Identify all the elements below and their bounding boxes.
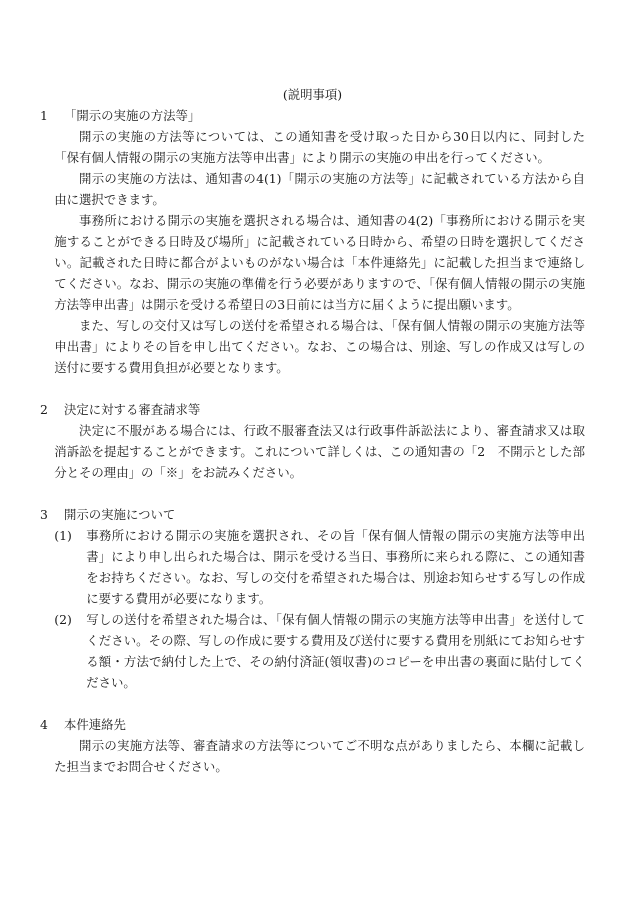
paragraph: 開示の実施の方法は、通知書の4(1)「開示の実施の方法等」に記載されている方法から自由に選択できます。 <box>54 171 585 207</box>
paragraph: また、写しの交付又は写しの送付を希望される場合は、「保有個人情報の開示の実施方法等申出書」によりその旨を申し出てください。なお、この場合は、別途、写しの作成又は写しの送付に要する費用負担が必要となります。 <box>54 318 585 375</box>
section-3 <box>40 504 585 693</box>
paragraph: 決定に不服がある場合には、行政不服審査法又は行政事件訴訟法により、審査請求又は取消訴訟を提起することができます。これについて詳しくは、この通知書の「2 不開示とした部分とその理由」の「※」をお読みください。 <box>54 423 585 480</box>
document-body <box>40 84 585 777</box>
section-4 <box>40 714 585 777</box>
item-marker: (1) <box>54 528 72 543</box>
section-heading <box>40 504 585 525</box>
item-marker: (2) <box>54 612 72 627</box>
list-item <box>40 525 585 609</box>
item-text: 写しの送付を希望された場合は、「保有個人情報の開示の実施方法等申出書」を送付してください。その際、写しの作成に要する費用及び送付に要する費用を別紙にてお知らせする額・方法で納付した上で、その納付済証(領収書)のコピーを申出書の裏面に貼付してください。 <box>86 612 585 690</box>
paragraph: 開示の実施方法等、審査請求の方法等についてご不明な点がありましたら、本欄に記載した担当までお問合せください。 <box>54 738 585 774</box>
section-title: 開示の実施について <box>64 507 176 522</box>
section-heading <box>40 399 585 420</box>
section-1 <box>40 105 585 378</box>
section-2 <box>40 399 585 483</box>
section-title: 本件連絡先 <box>64 717 126 732</box>
paragraph: 事務所における開示の実施を選択される場合は、通知書の4(2)「事務所における開示を実施することができる日時及び場所」に記載されている日時から、希望の日時を選択してください。記載された日時に都合がよいものがない場合は「本件連絡先」に記載した担当まで連絡してください。なお、開示の実施の準備を行う必要がありますので、「保有個人情報の開示の実施方法等申出書」は開示を受ける希望日の3日前には当方に届くように提出願います。 <box>54 213 585 312</box>
list-item <box>40 609 585 693</box>
section-heading <box>40 105 585 126</box>
document-caption: (説明事項) <box>282 87 343 102</box>
section-heading <box>40 714 585 735</box>
spacer <box>40 378 585 399</box>
section-number: 3 <box>40 507 48 522</box>
section-title: 「開示の実施の方法等」 <box>64 108 201 123</box>
item-text: 事務所における開示の実施を選択され、その旨「保有個人情報の開示の実施方法等申出書」により申し出られた場合は、開示を受ける当日、事務所に来られる際に、この通知書をお持ちください。なお、写しの交付を希望された場合は、別途お知らせする写しの作成に要する費用が必要になります。 <box>86 528 585 606</box>
section-title: 決定に対する審査請求等 <box>64 402 201 417</box>
section-number: 1 <box>40 108 48 123</box>
section-number: 2 <box>40 402 48 417</box>
section-number: 4 <box>40 717 48 732</box>
spacer <box>40 483 585 504</box>
paragraph: 開示の実施の方法等については、この通知書を受け取った日から30日以内に、同封した「保有個人情報の開示の実施方法等申出書」により開示の実施の申出を行ってください。 <box>54 129 585 165</box>
spacer <box>40 693 585 714</box>
